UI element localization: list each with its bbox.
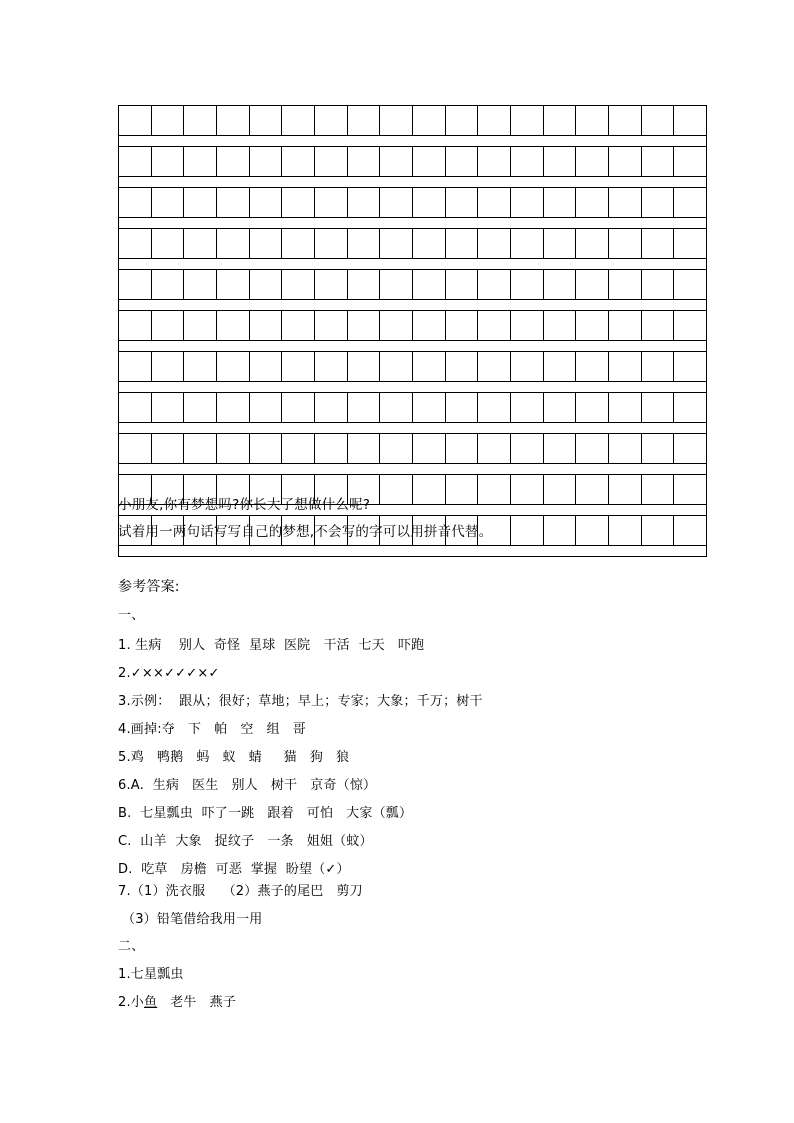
grid-cell[interactable] xyxy=(151,270,184,300)
grid-cell[interactable] xyxy=(347,270,380,300)
grid-cell[interactable] xyxy=(510,352,543,382)
grid-cell[interactable] xyxy=(576,188,609,218)
grid-cell[interactable] xyxy=(184,188,217,218)
grid-cell[interactable] xyxy=(510,434,543,464)
grid-cell[interactable] xyxy=(641,516,674,546)
grid-cell[interactable] xyxy=(608,106,641,136)
grid-spacer-cell xyxy=(119,423,707,434)
grid-cell[interactable] xyxy=(151,106,184,136)
grid-cell[interactable] xyxy=(445,393,478,423)
grid-cell[interactable] xyxy=(576,393,609,423)
grid-cell[interactable] xyxy=(445,188,478,218)
grid-cell[interactable] xyxy=(380,393,413,423)
grid-cell[interactable] xyxy=(184,393,217,423)
grid-cell[interactable] xyxy=(576,516,609,546)
grid-cell[interactable] xyxy=(674,188,707,218)
grid-cell[interactable] xyxy=(119,311,152,341)
section-1-answer-line-11: （3）铅笔借给我用一用 xyxy=(122,912,263,927)
grid-cell[interactable] xyxy=(576,311,609,341)
grid-cell[interactable] xyxy=(216,393,249,423)
grid-row xyxy=(119,270,707,300)
grid-cell[interactable] xyxy=(119,147,152,177)
grid-cell[interactable] xyxy=(641,270,674,300)
grid-cell[interactable] xyxy=(543,475,576,505)
grid-cell[interactable] xyxy=(608,434,641,464)
grid-cell[interactable] xyxy=(282,393,315,423)
grid-cell[interactable] xyxy=(347,106,380,136)
grid-row xyxy=(119,188,707,218)
grid-spacer-row xyxy=(119,464,707,475)
grid-cell[interactable] xyxy=(478,434,511,464)
grid-cell[interactable] xyxy=(151,188,184,218)
grid-cell[interactable] xyxy=(412,229,445,259)
section-1-answer-line-5: 5.鸡 鸭鹅 蚂 蚁 蜻 猫 狗 狼 xyxy=(118,750,350,765)
grid-cell[interactable] xyxy=(314,106,347,136)
grid-spacer-cell xyxy=(119,177,707,188)
grid-cell[interactable] xyxy=(478,270,511,300)
grid-cell[interactable] xyxy=(412,434,445,464)
grid-cell[interactable] xyxy=(674,475,707,505)
grid-cell[interactable] xyxy=(216,147,249,177)
grid-cell[interactable] xyxy=(608,393,641,423)
grid-cell[interactable] xyxy=(445,311,478,341)
grid-cell[interactable] xyxy=(249,229,282,259)
grid-cell[interactable] xyxy=(249,352,282,382)
grid-spacer-cell xyxy=(119,136,707,147)
grid-cell[interactable] xyxy=(151,434,184,464)
grid-cell[interactable] xyxy=(249,106,282,136)
grid-cell[interactable] xyxy=(249,393,282,423)
grid-cell[interactable] xyxy=(445,270,478,300)
grid-spacer-cell xyxy=(119,546,707,557)
section-2-item-2-underlined: 鱼 xyxy=(144,995,158,1010)
grid-cell[interactable] xyxy=(119,393,152,423)
grid-cell[interactable] xyxy=(282,352,315,382)
section-2-item-2-prefix: 2.小 xyxy=(118,995,145,1010)
grid-cell[interactable] xyxy=(216,188,249,218)
grid-cell[interactable] xyxy=(412,270,445,300)
grid-spacer-row xyxy=(119,382,707,393)
grid-cell[interactable] xyxy=(249,147,282,177)
grid-cell[interactable] xyxy=(641,229,674,259)
grid-cell[interactable] xyxy=(119,270,152,300)
grid-cell[interactable] xyxy=(282,229,315,259)
grid-cell[interactable] xyxy=(282,188,315,218)
grid-spacer-cell xyxy=(119,218,707,229)
grid-cell[interactable] xyxy=(543,106,576,136)
grid-cell[interactable] xyxy=(249,434,282,464)
grid-cell[interactable] xyxy=(184,270,217,300)
grid-cell[interactable] xyxy=(314,188,347,218)
grid-cell[interactable] xyxy=(674,270,707,300)
grid-cell[interactable] xyxy=(674,516,707,546)
grid-cell[interactable] xyxy=(151,311,184,341)
grid-cell[interactable] xyxy=(282,270,315,300)
grid-cell[interactable] xyxy=(510,393,543,423)
grid-cell[interactable] xyxy=(445,434,478,464)
grid-cell[interactable] xyxy=(119,106,152,136)
grid-cell[interactable] xyxy=(674,393,707,423)
grid-cell[interactable] xyxy=(543,188,576,218)
grid-row xyxy=(119,229,707,259)
grid-row xyxy=(119,106,707,136)
grid-cell[interactable] xyxy=(119,352,152,382)
grid-cell[interactable] xyxy=(184,147,217,177)
grid-row xyxy=(119,434,707,464)
grid-cell[interactable] xyxy=(412,311,445,341)
section-2-label: 二、 xyxy=(118,939,145,954)
grid-cell[interactable] xyxy=(119,188,152,218)
grid-cell[interactable] xyxy=(151,147,184,177)
grid-cell[interactable] xyxy=(478,188,511,218)
grid-cell[interactable] xyxy=(608,475,641,505)
grid-row xyxy=(119,147,707,177)
grid-cell[interactable] xyxy=(510,147,543,177)
grid-cell[interactable] xyxy=(478,147,511,177)
grid-cell[interactable] xyxy=(576,229,609,259)
grid-cell[interactable] xyxy=(184,106,217,136)
grid-cell[interactable] xyxy=(314,270,347,300)
grid-cell[interactable] xyxy=(216,352,249,382)
grid-cell[interactable] xyxy=(119,229,152,259)
grid-cell[interactable] xyxy=(674,434,707,464)
grid-cell[interactable] xyxy=(608,229,641,259)
grid-spacer-cell xyxy=(119,382,707,393)
grid-cell[interactable] xyxy=(641,106,674,136)
grid-cell[interactable] xyxy=(674,106,707,136)
grid-cell[interactable] xyxy=(347,393,380,423)
composition-grid xyxy=(118,105,688,557)
grid-cell[interactable] xyxy=(119,434,152,464)
grid-cell[interactable] xyxy=(216,270,249,300)
grid-cell[interactable] xyxy=(641,434,674,464)
grid-cell[interactable] xyxy=(510,311,543,341)
grid-cell[interactable] xyxy=(380,188,413,218)
grid-cell[interactable] xyxy=(380,229,413,259)
section-1-answer-line-6: 6.A. 生病 医生 别人 树干 京奇（惊） xyxy=(118,778,377,793)
grid-cell[interactable] xyxy=(608,188,641,218)
grid-cell[interactable] xyxy=(412,352,445,382)
grid-cell[interactable] xyxy=(216,434,249,464)
grid-row xyxy=(119,393,707,423)
grid-spacer-row xyxy=(119,218,707,229)
grid-cell[interactable] xyxy=(184,311,217,341)
grid-cell[interactable] xyxy=(510,516,543,546)
grid-cell[interactable] xyxy=(184,229,217,259)
grid-cell[interactable] xyxy=(347,311,380,341)
grid-cell[interactable] xyxy=(282,311,315,341)
grid-cell[interactable] xyxy=(576,147,609,177)
grid-cell[interactable] xyxy=(380,352,413,382)
section-1-answer-line-1: 1. 生病 别人 奇怪 星球 医院 干活 七天 吓跑 xyxy=(118,638,425,653)
grid-cell[interactable] xyxy=(674,352,707,382)
grid-cell[interactable] xyxy=(543,352,576,382)
grid-cell[interactable] xyxy=(608,516,641,546)
grid-spacer-cell xyxy=(119,341,707,352)
grid-spacer-row xyxy=(119,177,707,188)
grid-cell[interactable] xyxy=(543,147,576,177)
writing-grid-table xyxy=(118,105,707,557)
grid-spacer-cell xyxy=(119,464,707,475)
prompt-line-2: 试着用一两句话写写自己的梦想,不会写的字可以用拼音代替。 xyxy=(118,524,493,540)
grid-cell[interactable] xyxy=(543,434,576,464)
grid-cell[interactable] xyxy=(249,270,282,300)
grid-cell[interactable] xyxy=(576,106,609,136)
grid-cell[interactable] xyxy=(674,311,707,341)
grid-cell[interactable] xyxy=(380,106,413,136)
grid-cell[interactable] xyxy=(314,434,347,464)
grid-cell[interactable] xyxy=(412,393,445,423)
grid-cell[interactable] xyxy=(412,147,445,177)
grid-cell[interactable] xyxy=(380,311,413,341)
grid-cell[interactable] xyxy=(412,106,445,136)
grid-cell[interactable] xyxy=(347,434,380,464)
grid-cell[interactable] xyxy=(641,147,674,177)
grid-spacer-row xyxy=(119,341,707,352)
section-1-answer-line-10: 7.（1）洗衣服 （2）燕子的尾巴 剪刀 xyxy=(118,884,363,899)
grid-row xyxy=(119,311,707,341)
grid-cell[interactable] xyxy=(576,434,609,464)
grid-cell[interactable] xyxy=(543,311,576,341)
grid-cell[interactable] xyxy=(478,311,511,341)
grid-cell[interactable] xyxy=(347,147,380,177)
prompt-line-1: 小朋友,你有梦想吗?你长大了想做什么呢? xyxy=(118,497,371,513)
grid-cell[interactable] xyxy=(478,106,511,136)
grid-cell[interactable] xyxy=(216,106,249,136)
grid-cell[interactable] xyxy=(184,434,217,464)
grid-spacer-cell xyxy=(119,300,707,311)
section-1-answer-line-2: 2.✓××✓✓✓×✓ xyxy=(118,666,220,681)
grid-cell[interactable] xyxy=(380,434,413,464)
grid-cell[interactable] xyxy=(314,147,347,177)
grid-cell[interactable] xyxy=(249,311,282,341)
grid-cell[interactable] xyxy=(608,352,641,382)
grid-cell[interactable] xyxy=(347,229,380,259)
grid-cell[interactable] xyxy=(380,270,413,300)
section-2-item-2-suffix: 老牛 燕子 xyxy=(157,995,237,1010)
grid-cell[interactable] xyxy=(543,393,576,423)
grid-cell[interactable] xyxy=(543,270,576,300)
grid-spacer-row xyxy=(119,136,707,147)
grid-cell[interactable] xyxy=(576,270,609,300)
grid-cell[interactable] xyxy=(608,270,641,300)
grid-cell[interactable] xyxy=(216,229,249,259)
grid-cell[interactable] xyxy=(282,106,315,136)
grid-cell[interactable] xyxy=(510,475,543,505)
grid-spacer-row xyxy=(119,300,707,311)
grid-cell[interactable] xyxy=(445,147,478,177)
section-1-answer-line-4: 4.画掉:夺 下 帕 空 组 哥 xyxy=(118,722,306,737)
grid-cell[interactable] xyxy=(576,475,609,505)
grid-cell[interactable] xyxy=(641,311,674,341)
grid-cell[interactable] xyxy=(641,393,674,423)
grid-cell[interactable] xyxy=(314,229,347,259)
grid-cell[interactable] xyxy=(510,188,543,218)
grid-cell[interactable] xyxy=(282,434,315,464)
grid-cell[interactable] xyxy=(151,352,184,382)
grid-cell[interactable] xyxy=(151,229,184,259)
section-1-answer-line-9: D. 吃草 房檐 可恶 掌握 盼望（✓） xyxy=(118,862,350,877)
grid-cell[interactable] xyxy=(641,475,674,505)
grid-cell[interactable] xyxy=(478,475,511,505)
grid-cell[interactable] xyxy=(380,147,413,177)
grid-cell[interactable] xyxy=(347,188,380,218)
grid-cell[interactable] xyxy=(641,188,674,218)
grid-spacer-cell xyxy=(119,259,707,270)
grid-cell[interactable] xyxy=(478,352,511,382)
grid-cell[interactable] xyxy=(674,229,707,259)
grid-cell[interactable] xyxy=(412,475,445,505)
grid-cell[interactable] xyxy=(608,311,641,341)
grid-cell[interactable] xyxy=(184,352,217,382)
grid-cell[interactable] xyxy=(608,147,641,177)
grid-spacer-row xyxy=(119,423,707,434)
grid-cell[interactable] xyxy=(543,229,576,259)
grid-cell[interactable] xyxy=(445,229,478,259)
grid-cell[interactable] xyxy=(510,106,543,136)
grid-cell[interactable] xyxy=(674,147,707,177)
section-1-answer-line-7: B. 七星瓢虫 吓了一跳 跟着 可怕 大家（瓢） xyxy=(118,806,413,821)
grid-cell[interactable] xyxy=(347,352,380,382)
section-1-label: 一、 xyxy=(118,608,145,623)
grid-cell[interactable] xyxy=(314,352,347,382)
grid-cell[interactable] xyxy=(543,516,576,546)
grid-cell[interactable] xyxy=(478,393,511,423)
grid-cell[interactable] xyxy=(314,311,347,341)
grid-spacer-row xyxy=(119,546,707,557)
grid-cell[interactable] xyxy=(445,475,478,505)
grid-cell[interactable] xyxy=(510,229,543,259)
section-1-answer-line-3: 3.示例： 跟从；很好；草地；早上；专家；大象；千万；树干 xyxy=(118,694,483,709)
grid-row xyxy=(119,352,707,382)
grid-cell[interactable] xyxy=(314,393,347,423)
grid-cell[interactable] xyxy=(641,352,674,382)
grid-cell[interactable] xyxy=(249,188,282,218)
answer-key-heading: 参考答案: xyxy=(118,579,180,595)
grid-cell[interactable] xyxy=(510,270,543,300)
grid-cell[interactable] xyxy=(151,393,184,423)
grid-cell[interactable] xyxy=(380,475,413,505)
grid-cell[interactable] xyxy=(412,188,445,218)
section-2-item-1: 1.七星瓢虫 xyxy=(118,967,184,982)
grid-cell[interactable] xyxy=(445,106,478,136)
grid-cell[interactable] xyxy=(576,352,609,382)
grid-cell[interactable] xyxy=(445,352,478,382)
grid-spacer-row xyxy=(119,259,707,270)
section-1-answer-line-8: C. 山羊 大象 捉纹子 一条 姐姐（蚊） xyxy=(118,834,373,849)
section-2-item-2 xyxy=(118,996,236,1009)
grid-cell[interactable] xyxy=(282,147,315,177)
grid-cell[interactable] xyxy=(216,311,249,341)
grid-cell[interactable] xyxy=(478,229,511,259)
